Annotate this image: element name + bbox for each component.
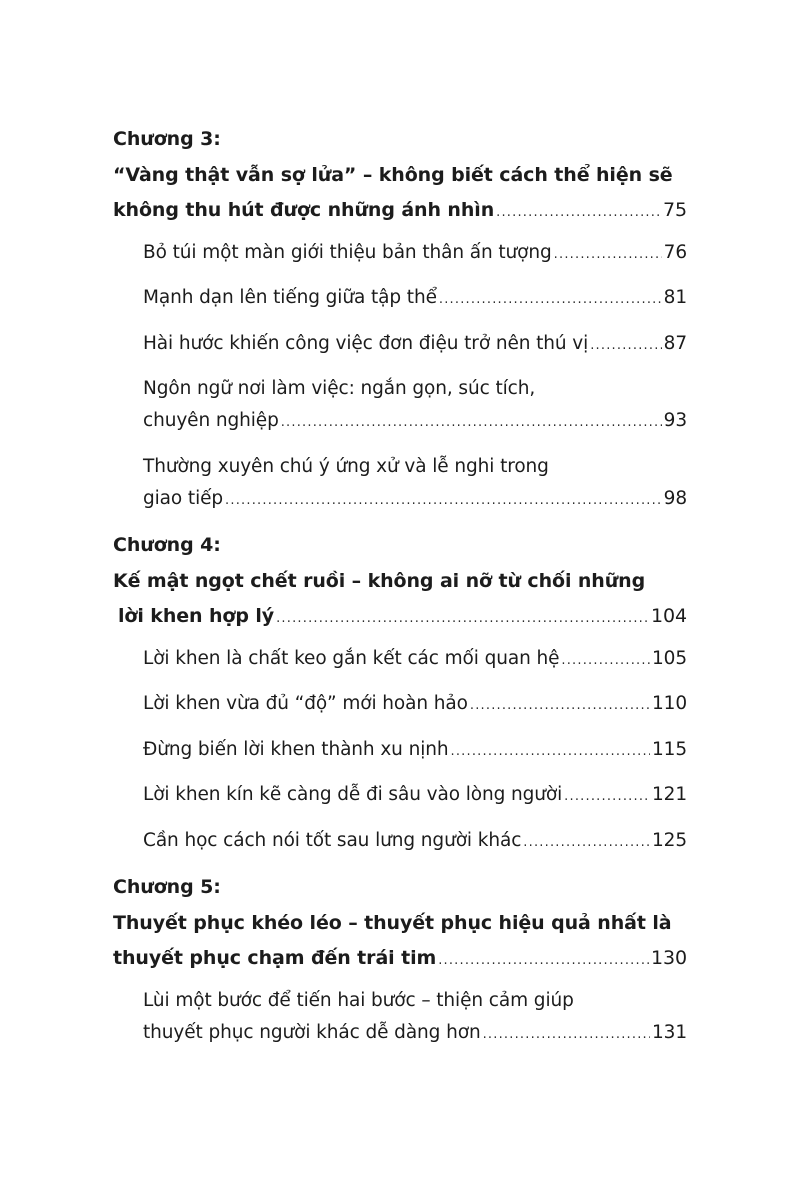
dot-leader (470, 688, 650, 722)
chapter-title-entry[interactable] (113, 193, 687, 231)
page-number: 93 (663, 410, 687, 431)
table-of-contents (113, 122, 687, 1062)
section-title-line: Lùi một bước để tiến hai bước – thiện cảm giúp (143, 989, 574, 1011)
chapter-title-text: lời khen hợp lý (118, 605, 275, 627)
section-title: Lời khen là chất keo gắn kết các mối quan hệ (143, 647, 560, 669)
dot-leader (561, 643, 650, 677)
chapter-title-entry[interactable] (113, 599, 687, 637)
section-title-line: Ngôn ngữ nơi làm việc: ngắn gọn, súc tích, (143, 378, 536, 399)
chapter-label: Chương 5: (113, 876, 221, 898)
page-number: 131 (651, 1021, 687, 1043)
chapter-title-text: thuyết phục chạm đến trái tim (113, 947, 437, 969)
page-number: 121 (651, 784, 687, 805)
dot-leader (554, 237, 662, 271)
section-title: thuyết phục người khác dễ dàng hơn (143, 1021, 481, 1043)
toc-entry[interactable] (143, 328, 687, 362)
section-title-line: Thường xuyên chú ý ứng xử và lễ nghi trong (143, 455, 549, 477)
toc-entry[interactable] (143, 734, 687, 768)
dot-leader (276, 599, 649, 637)
dot-leader (496, 193, 661, 231)
page-number: 110 (651, 693, 687, 714)
section-title: Bỏ túi một màn giới thiệu bản thân ấn tượng (143, 241, 552, 263)
page-number: 115 (651, 738, 687, 760)
chapter-title: Thuyết phục khéo léo – thuyết phục hiệu quả nhất là (113, 911, 672, 934)
section-title: Lời khen vừa đủ “độ” mới hoàn hảo (143, 693, 468, 714)
dot-leader (564, 779, 650, 813)
chapter-4 (113, 528, 687, 859)
page-number: 125 (651, 829, 687, 851)
chapter-3 (113, 122, 687, 517)
page-number: 104 (651, 605, 687, 627)
section-title: Hài hước khiến công việc đơn điệu trở nên thú vị (143, 332, 589, 354)
dot-leader (225, 483, 662, 517)
toc-entry[interactable] (143, 688, 687, 722)
chapter-5 (113, 870, 687, 1051)
chapter-title: “Vàng thật vẫn sợ lửa” – không biết cách thể hiện sẽ (113, 163, 673, 186)
dot-leader (451, 734, 650, 768)
page-number: 130 (651, 947, 687, 969)
toc-entry[interactable] (143, 373, 687, 439)
chapter-title: Kế mật ngọt chết ruồi – không ai nỡ từ chối những (113, 569, 646, 592)
dot-leader (439, 282, 662, 316)
chapter-title-entry[interactable] (113, 941, 687, 979)
dot-leader (590, 328, 661, 362)
dot-leader (483, 1017, 650, 1051)
toc-entry[interactable] (143, 643, 687, 677)
toc-entry[interactable] (143, 779, 687, 813)
toc-entry[interactable] (143, 825, 687, 859)
section-title: giao tiếp (143, 487, 224, 509)
section-title: Mạnh dạn lên tiếng giữa tập thể (143, 287, 437, 308)
section-title: Lời khen kín kẽ càng dễ đi sâu vào lòng người (143, 784, 563, 805)
dot-leader (438, 941, 649, 979)
toc-entry[interactable] (143, 282, 687, 316)
section-title: chuyên nghiệp (143, 410, 279, 431)
chapter-label: Chương 4: (113, 534, 221, 556)
section-list (113, 643, 687, 859)
page-number: 76 (663, 241, 687, 263)
dot-leader (281, 405, 662, 439)
dot-leader (523, 825, 650, 859)
section-title: Đừng biến lời khen thành xu nịnh (143, 738, 449, 760)
section-list (113, 985, 687, 1051)
chapter-title-text: không thu hút được những ánh nhìn (113, 199, 495, 221)
chapter-label: Chương 3: (113, 128, 221, 150)
toc-entry[interactable] (143, 237, 687, 271)
page-number: 75 (663, 199, 687, 221)
toc-entry[interactable] (143, 451, 687, 517)
section-title: Cần học cách nói tốt sau lưng người khác (143, 829, 522, 851)
page-number: 87 (663, 332, 687, 354)
page-number: 81 (663, 287, 687, 308)
section-list (113, 237, 687, 517)
page-number: 98 (663, 487, 687, 509)
page-number: 105 (651, 647, 687, 669)
toc-entry[interactable] (143, 985, 687, 1051)
